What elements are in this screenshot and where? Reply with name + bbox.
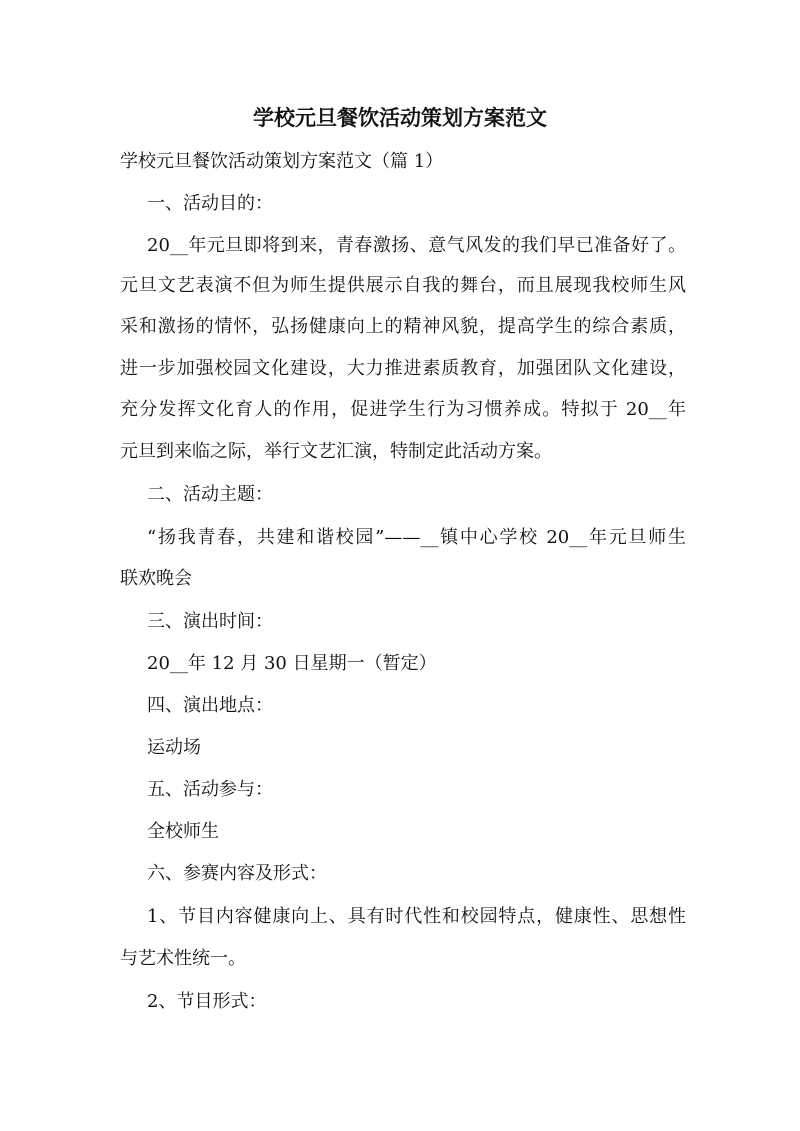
section-heading-content: 六、参赛内容及形式： [147,863,327,884]
paragraph-line: 运动场 [147,737,201,758]
section-heading-theme: 二、活动主题： [147,484,273,505]
paragraph-line: 20__年 12 月 30 日星期一（暂定） [147,653,437,674]
section-heading-purpose: 一、活动目的： [147,193,273,214]
document-subtitle: 学校元旦餐饮活动策划方案范文（篇 1） [120,151,444,172]
section-heading-location: 四、演出地点： [147,695,273,716]
paragraph-line: 20__年元旦即将到来，青春激扬、意气风发的我们早已准备好了。 [147,235,686,256]
paragraph-line: 联欢晚会 [120,568,192,589]
paragraph-line: 2、节目形式： [147,991,267,1012]
paragraph-line: 1、节目内容健康向上、具有时代性和校园特点，健康性、思想性 [147,906,686,927]
paragraph-line: 元旦到来临之际，举行文艺汇演，特制定此活动方案。 [120,441,552,462]
section-heading-time: 三、演出时间： [147,611,273,632]
document-title: 学校元旦餐饮活动策划方案范文 [253,105,547,130]
section-heading-participants: 五、活动参与： [147,779,273,800]
paragraph-line: 元旦文艺表演不但为师生提供展示自我的舞台，而且展现我校师生风 [120,275,686,296]
paragraph-line: 充分发挥文化育人的作用，促进学生行为习惯养成。特拟于 20__年 [120,399,686,420]
paragraph-line: 进一步加强校园文化建设，大力推进素质教育，加强团队文化建设， [120,358,686,379]
paragraph-line: 采和激扬的情怀，弘扬健康向上的精神风貌，提高学生的综合素质， [120,316,686,337]
paragraph-line: 全校师生 [147,821,219,842]
paragraph-line: “扬我青春，共建和谐校园”——__镇中心学校 20__年元旦师生 [147,527,686,548]
paragraph-line: 与艺术性统一。 [120,948,246,969]
